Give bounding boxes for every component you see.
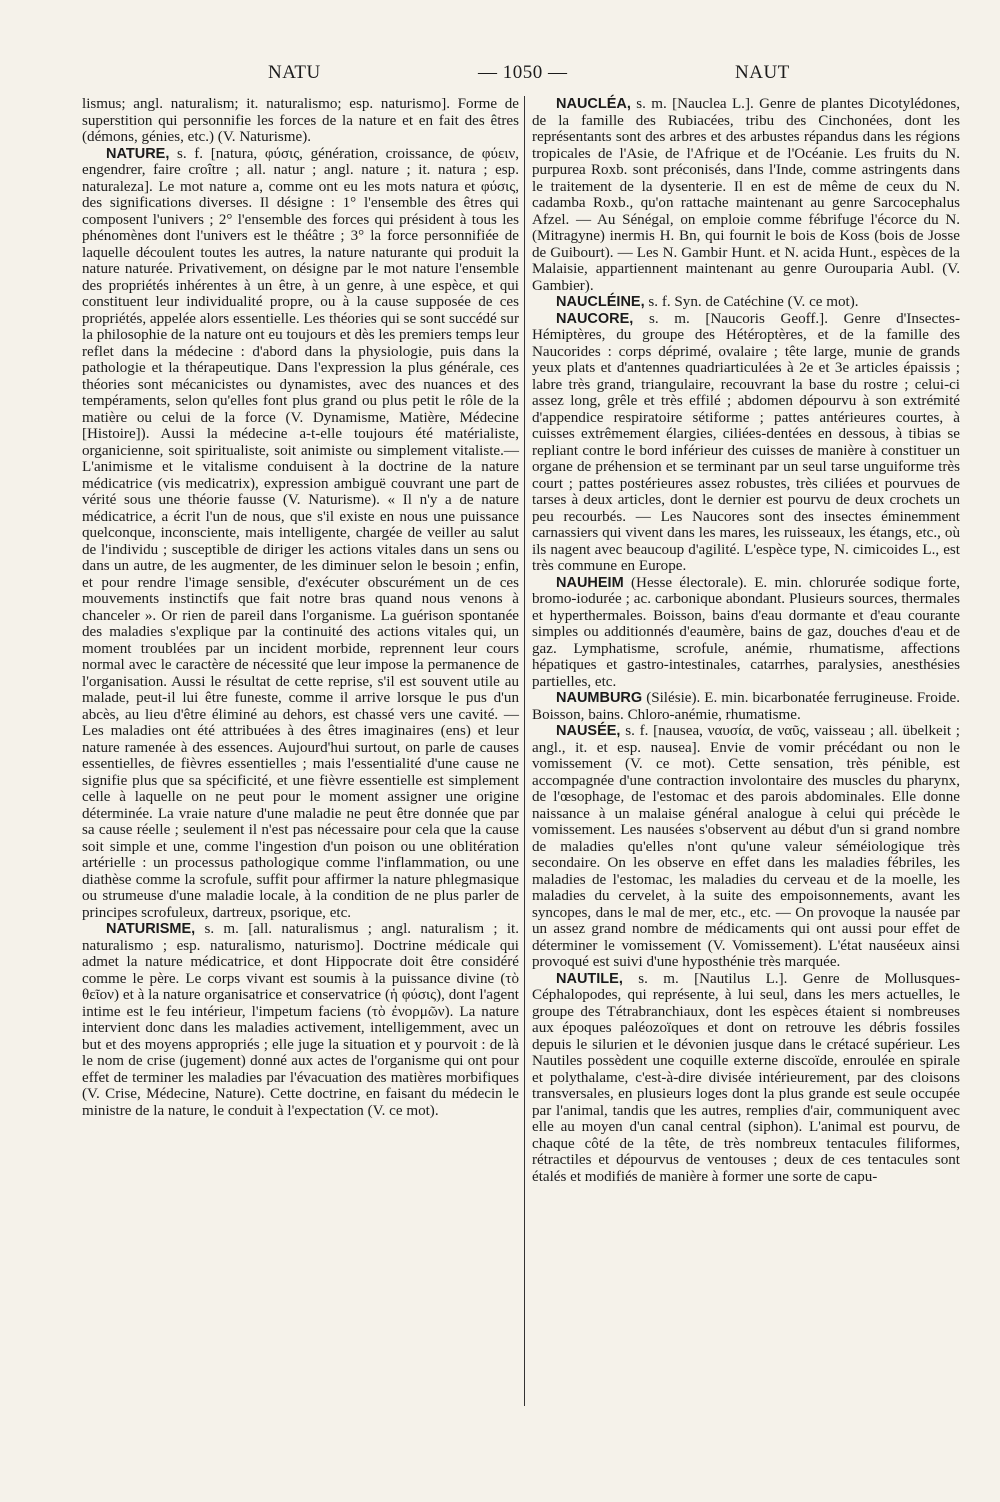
entry-text: (Hesse électorale). E. min. chlorurée sodique forte, bromo-iodurée ; ac. carbonique abondant. Plusieurs sources, thermales et hyperthermales. Boisson, bains d'eau dormante et d'eau courante simples ou additionnés d'eaumère, bains de gaz, douches d'eau et de gaz. Lymphatisme, scrofule, anémie, rhumatisme, affections hépatiques et gastro-intestinales, catarrhes, paralysies, anesthésies partielles, etc.: [532, 574, 960, 690]
column-divider: [524, 96, 525, 1406]
entry-text: s. m. [Naucoris Geoff.]. Genre d'Insectes-Hémiptères, du groupe des Hétéroptères, et de la famille des Naucorides : corps déprimé, ovalaire ; tête large, munie de grands yeux plats et d'antennes quadriarticulées à 2e et 3e articles épaissis ; labre très grand, triangulaire, recouvrant la base du rostre ; celui-ci assez long, grêle et très effilé ; abdomen dépourvu à son extrémité d'appendice respiratoire sétiforme ; pattes antérieures courtes, à cuisses extrêmement élargies, ciliées-dentées en dessous, à tibias se repliant contre le bord inférieur des cuisses de manière à constituer un organe de préhension et se terminant par un seul tarse unguiforme très court ; pattes postérieures assez robustes, très ciliées et pourvues de tarses à deux articles, dont le dernier est pourvu de deux crochets un peu recourbés. — Les Naucores sont des insectes éminemment carnassiers qui vivent dans les mares, les ruisseaux, les étangs, etc., où ils nagent avec beaucoup d'agilité. L'espèce type, N. cimicoides L., est très commune en Europe.: [532, 310, 960, 574]
entry-headword: NAUCLÉINE,: [556, 294, 645, 310]
left-column: [82, 96, 519, 1119]
entry-text: s. f. [nausea, ναυσία, de ναῦς, vaisseau ; all. übelkeit ; angl., it. et esp. nausea]. Envie de vomir précédant ou non le vomissement (V. ce mot). Cette sensation, très pénible, est accompagnée d'une contraction involontaire des muscles du pharynx, de l'œsophage, de l'estomac et des parois abdominales. Elle donne naissance à un malaise général analogue à celui qui précède le vomissement. Les nausées s'observent au début d'un si grand nombre de maladies qu'elles n'ont qu'une valeur séméiologique très secondaire. On les observe en effet dans les maladies fébriles, les maladies de l'estomac, les maladies du cerveau et de la moelle, les maladies du cervelet, à la suite des empoisonnements, avant les syncopes, dans le mal de mer, etc., etc. — On provoque la nausée par un assez grand nombre de médicaments qui ont aussi pour effet de déterminer le vomissement (V. Vomissement). L'état nauséeux ainsi provoqué est suivi d'une hyposthénie très marquée.: [532, 723, 960, 970]
entry-headword: NATURISME,: [106, 921, 196, 937]
entry-text: s. f. Syn. de Catéchine (V. ce mot).: [648, 294, 859, 310]
right-column: [532, 96, 960, 1185]
dictionary-entry: [82, 96, 519, 146]
dictionary-entry: [532, 575, 960, 691]
dictionary-entry: [82, 921, 519, 1119]
header-left-guideword: NATU: [268, 62, 321, 83]
entry-text: (Silésie). E. min. bicarbonatée ferrugineuse. Froide. Boisson, bains. Chloro-anémie, rhumatisme.: [532, 690, 960, 723]
dictionary-entry: [82, 146, 519, 922]
entry-headword: NAUHEIM: [556, 574, 624, 591]
entry-text: s. f. [natura, φύσις, génération, croissance, de φύειν, engendrer, faire croître ; all. natur ; angl. nature ; it. natura ; esp. naturaleza]. Le mot nature a, comme ont eu les mots natura et φύσις, des significations diverses. Il désigne : 1° l'ensemble des êtres qui composent l'univers ; 2° l'ensemble des forces qui président à tous les phénomènes dont l'univers est le théâtre ; 3° la force personnifiée de laquelle découlent toutes les autres, la nature naturante qui produit la nature naturée. Privativement, on désigne par le mot nature l'ensemble des propriétés inhérentes à un être, à un genre, à une espèce, et qui constituent leur individualité propre, ou à la cause supposée de ces propriétés, appelée alors essentielle. Les théories qui se sont succédé sur la philosophie de la nature ont eu toujours et dès les premiers temps leur reflet dans la médecine : d'abord dans la physiologie, puis dans la pathologie et la thérapeutique. Dans l'expression la plus générale, ces théories sont mécanicistes ou dynamistes, avec des nuances et des tempéraments, selon qu'elles font plus grand ou plus petit le rôle de la matière ou celui de la force (V. Dynamisme, Matière, Médecine [Histoire]). Aussi la médecine a-t-elle toujours été matérialiste, organicienne, soit spiritualiste, soit animiste ou simplement vitaliste.—L'animisme et le vitalisme conduisent à la doctrine de la nature médicatrice (vis medicatrix), expression ambiguë couvrant une part de vérité sous une théorie fausse (V. Naturisme). « Il n'y a de nature médicatrice, a écrit l'un de nous, que s'il existe en nous une puissance quelconque, inconsciente, mais intelligente, chargée de veiller au salut de l'individu ; susceptible de diriger les actions vitales dans un sens ou dans un autre, de les augmenter, de les diminuer selon le besoin ; enfin, et pour rendre l'image sensible, d'exécuter obscurément un de ces mouvements instinctifs que fait notre bras quand nous venons à chanceler ». Or rien de pareil dans l'organisme. La guérison spontanée des maladies s'explique par la continuité des actions vitales qui, un moment troublées par un incident morbide, reprennent leur cours normal avec le caractère de nécessité que leur impose la permanence de l'organisation. Aussi le résultat de cette reprise, s'il est souvent utile au malade, peut-il lui être funeste, comme il arrive lorsque le pus d'un abcès, au lieu d'être éliminé au dehors, est chassé vers une cavité. — Les maladies ont été attribuées à des êtres imaginaires (ens) et leur nature ramenée à des essences. Aujourd'hui surtout, on parle de causes essentielles, de fièvres essentielles ; mais l'essentialité d'une cause ne signifie plus que sa spécificité, et une fièvre essentielle est simplement celle à laquelle on ne peut pour le moment assigner une origine déterminée. La vraie nature d'une maladie ne peut être donnée que par sa cause réelle ; seulement il n'est pas nécessaire pour cela que la cause soit simple et une, comme l'ingestion d'un poison ou une oblitération artérielle : un processus pathologique comme l'inflammation, ou une diathèse comme la scrofule, suffit pour affirmer la nature phlegmasique ou strumeuse d'une maladie locale, à la condition de ne plus parler de principes scrofuleux, dartreux, psorique, etc.: [82, 145, 519, 921]
entry-text: s. m. [Nauclea L.]. Genre de plantes Dicotylédones, de la famille des Rubiacées, tribu des Cinchonées, dont les représentants sont des arbres et des arbustes répandus dans les régions tropicales de l'Asie, de l'Afrique et de l'Océanie. Les fruits du N. purpurea Roxb. sont préconisés, dans l'Inde, comme astringents dans le traitement de la dysenterie. Il en est de même de ceux du N. cadamba Roxb., qu'on rattache maintenant au genre Sarcocephalus Afzel. — Au Sénégal, on emploie comme fébrifuge l'écorce du N. (Mitragyne) inermis H. Bn, qui fournit le bois de Koss (bois de Josse de Guibourt). — Les N. Gambir Hunt. et N. acida Hunt., espèces de la Malaisie, appartiennent maintenant au genre Ourouparia Aubl. (V. Gambier).: [532, 96, 960, 294]
entry-headword: NAUSÉE,: [556, 723, 621, 739]
entry-headword: NATURE,: [106, 145, 170, 162]
entry-text: s. m. [all. naturalismus ; angl. naturalism ; it. naturalismo ; esp. naturalismo, naturismo]. Doctrine médicale qui admet la nature médicatrice, et dont Hippocrate doit être considéré comme le père. Le corps vivant est soumis à la puissance divine (τὸ θεῖον) et à la nature organisatrice et conservatrice (ἡ φύσις), dont l'agent intime est le feu intérieur, l'impetum faciens (τὸ ἐνορμῶν). La nature intervient donc dans les maladies activement, intelligemment, avec un but et des moyens appropriés ; elle juge la situation et y pourvoit : de là le nom de crise (jugement) donné aux actes de l'organisme qui ont pour effet de terminer les maladies par l'évacuation des matières morbifiques (V. Crise, Médecine, Nature). Cette doctrine, en faisant du médecin le ministre de la nature, le conduit à l'expectation (V. ce mot).: [82, 921, 519, 1119]
running-header: [70, 62, 940, 92]
dictionary-entry: [532, 690, 960, 723]
dictionary-entry: [532, 96, 960, 294]
page-number: — 1050 —: [478, 62, 568, 83]
entry-headword: NAUCORE,: [556, 310, 634, 327]
entry-text: lismus; angl. naturalism; it. naturalismo; esp. naturismo]. Forme de superstition qui personnifie les forces de la nature et en fait des êtres (démons, génies, etc.) (V. Naturisme).: [82, 96, 519, 145]
dictionary-entry: [532, 723, 960, 971]
dictionary-entry: [532, 311, 960, 575]
header-right-guideword: NAUT: [735, 62, 790, 83]
entry-text: s. m. [Nautilus L.]. Genre de Mollusques-Céphalopodes, qui représente, à lui seul, dans les mers actuelles, le groupe des Tétrabranchiaux, dont les espèces étaient si nombreuses aux époques paléozoïques et dont on retrouve les débris fossiles depuis le silurien et le dévonien jusque dans le crétacé supérieur. Les Nautiles possèdent une coquille externe discoïde, enroulée en spirale et polythalame, c'est-à-dire divisée intérieurement, par des cloisons transversales, en plusieurs loges dont la plus grande est seule occupée par l'animal, tandis que les autres, remplies d'air, communiquent avec elle au moyen d'un canal central (siphon). L'animal est pourvu, de chaque côté de la tête, de très nombreux tentacules filiformes, rétractiles et dépourvus de ventouses ; deux de ces tentacules sont étalés et modifiés de manière à former une sorte de capu-: [532, 970, 961, 1185]
dictionary-entry: [532, 294, 960, 311]
dictionary-entry: [532, 971, 960, 1186]
entry-headword: NAUMBURG: [556, 690, 643, 706]
entry-headword: NAUTILE,: [556, 970, 623, 987]
entry-headword: NAUCLÉA,: [556, 96, 631, 112]
